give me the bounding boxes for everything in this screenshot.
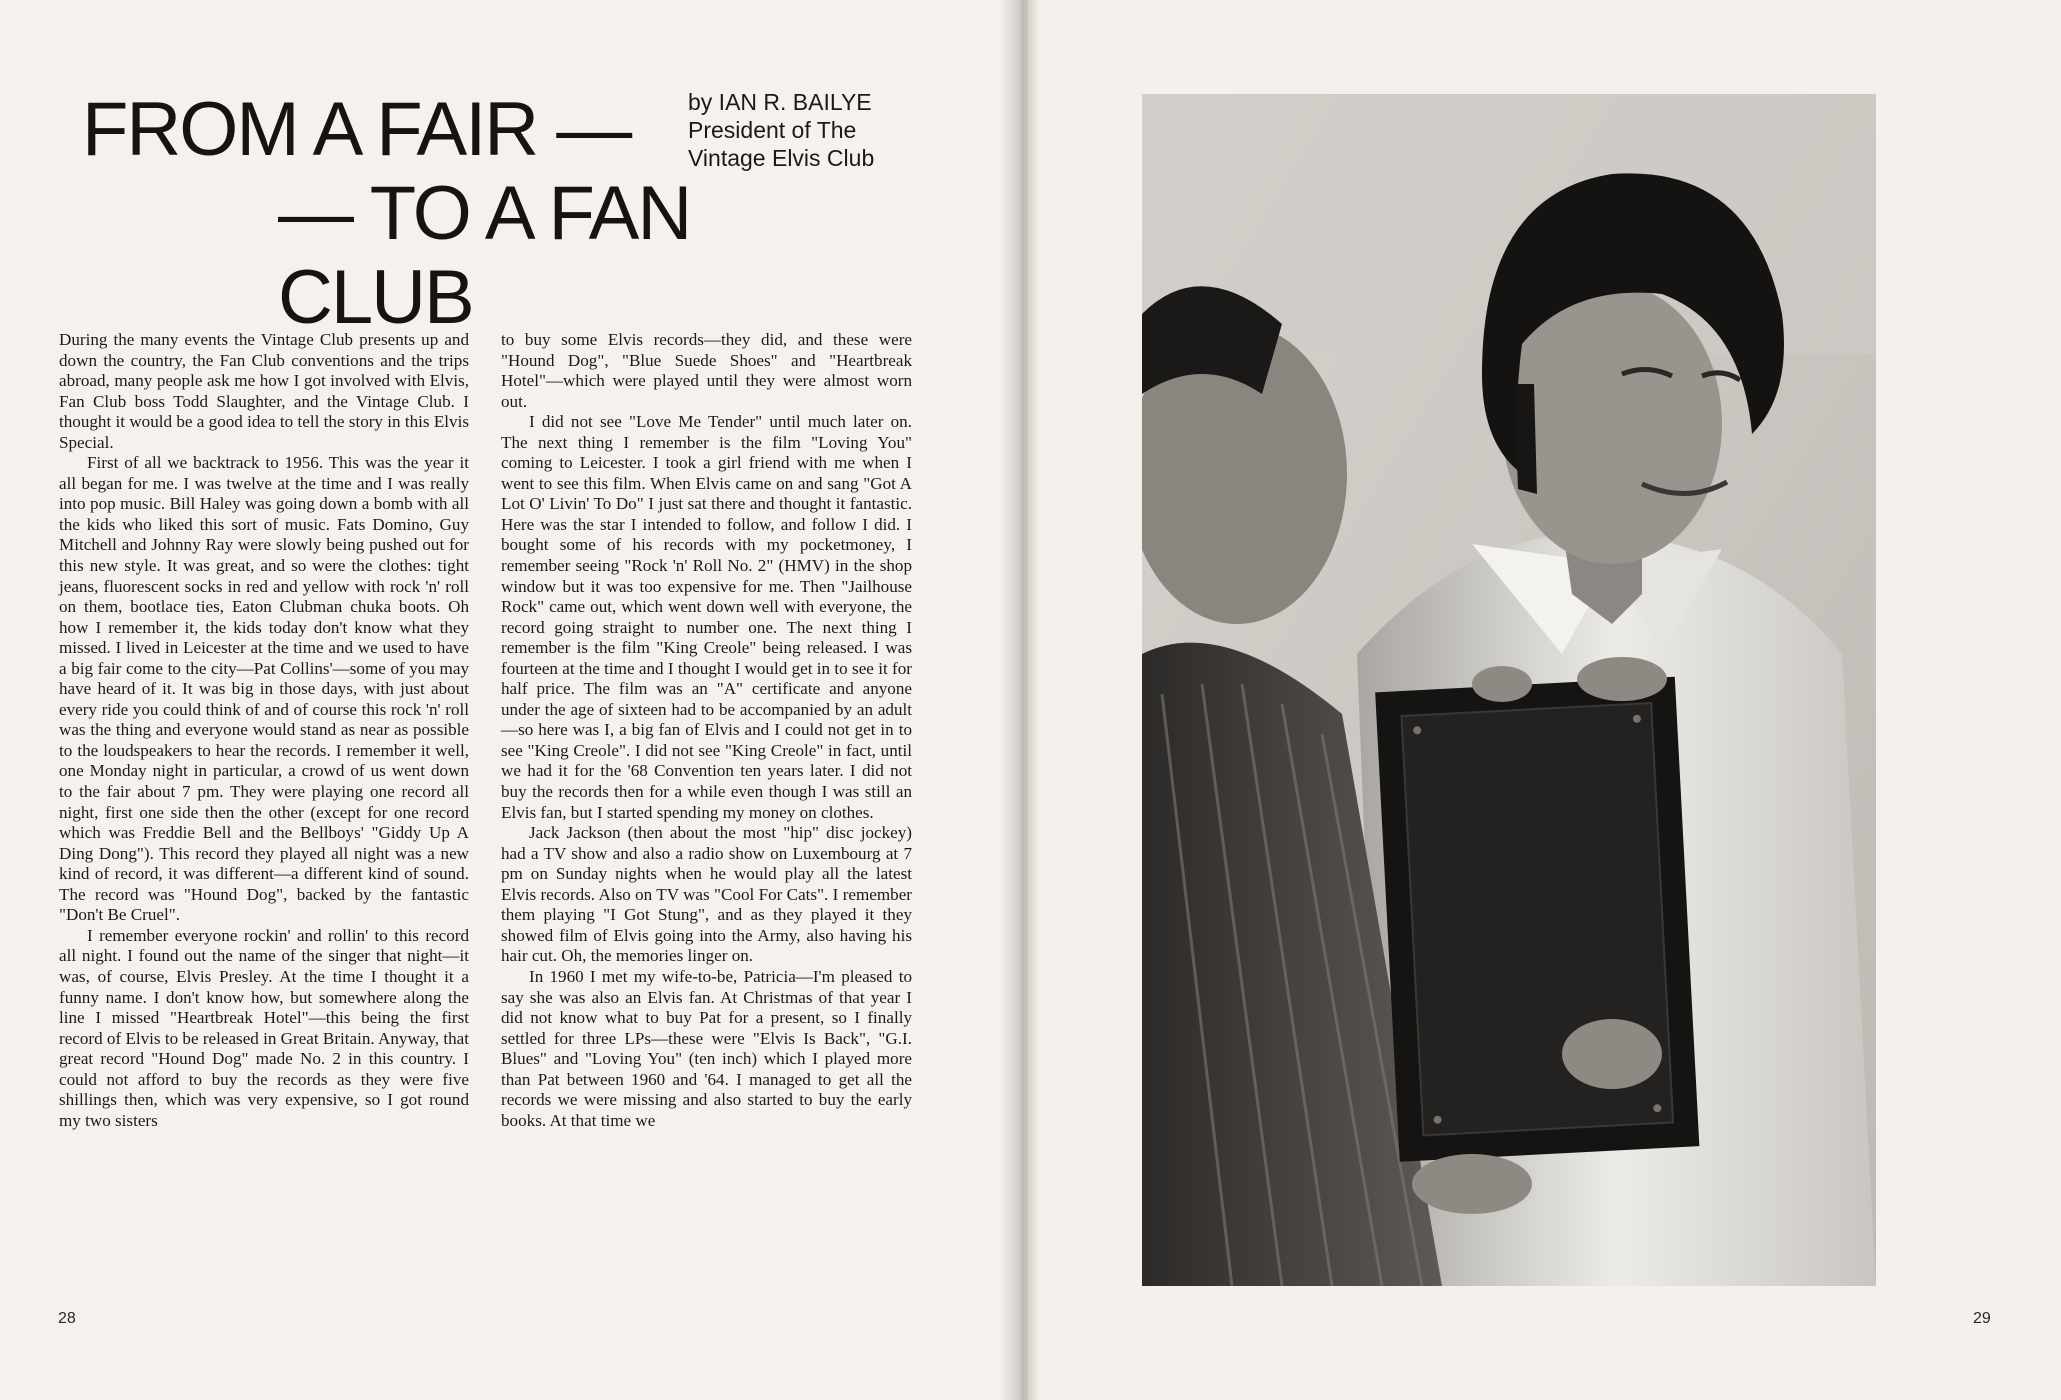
text-column-2 [501,330,912,1131]
photo-plaque-presentation [1142,94,1876,1286]
paragraph: to buy some Elvis records—they did, and these were "Hound Dog", "Blue Suede Shoes" and "Heartbreak Hotel"—which were played until they were almost worn out. [501,330,912,411]
title-line-1: FROM A FAIR — [82,87,631,172]
article-title [82,88,782,340]
title-line-2: — TO A FAN CLUB [278,171,691,340]
paragraph: In 1960 I met my wife-to-be, Patricia—I'm pleased to say she was also an Elvis fan. At Christmas of that year I did not know what to buy Pat for a present, so I finally settled for three LPs—these were "Elvis Is Back", "G.I. Blues" and "Loving You" (ten inch) which I played more than Pat between 1960 and '64. I managed to get all the records we were missing and also started to buy the early books. At that time we [501,966,912,1130]
byline-author: by IAN R. BAILYE [688,89,872,115]
byline-role: President of The [688,117,857,143]
text-column-1 [59,330,469,1131]
page-number-left: 28 [58,1310,76,1327]
paragraph: I did not see "Love Me Tender" until much later on. The next thing I remember is the film "Loving You" coming to Leicester. I took a girl friend with me when I went to see this film. When Elvis came on and sang "Got A Lot O' Livin' To Do" I just sat there and thought it fantastic. Here was the star I intended to follow, and follow I did. I bought some of his records with my pocketmoney, I remember seeing "Rock 'n' Roll No. 2" (HMV) in the shop window but it was too expensive for me. Then "Jailhouse Rock" came out, which went down well with everyone, the record going straight to number one. The next thing I remember is the film "King Creole" being released. I was fourteen at the time and I thought I would get in to see it for half price. The film was an "A" certificate and anyone under the age of sixteen had to be accompanied by an adult—so here was I, a big fan of Elvis and I could not get in to see "King Creole". I did not see "King Creole" in fact, until we had it for the '68 Convention ten years later. I did not buy the records then for a while even though I was still an Elvis fan, but I started spending my money on clothes. [501,412,912,822]
page-number-right: 29 [1973,1310,1991,1327]
paragraph: I remember everyone rockin' and rollin' to this record all night. I found out the name of the singer that night—it was, of course, Elvis Presley. At the time I thought it a funny name. I don't know how, but somewhere along the line I missed "Heartbreak Hotel"—this being the first record of Elvis to be released in Great Britain. Anyway, that great record "Hound Dog" made No. 2 in this country. I could not afford to buy the records as they were five shillings then, which was very expensive, so I got round my two sisters [59,925,469,1130]
byline-club: Vintage Elvis Club [688,145,875,171]
paragraph: First of all we backtrack to 1956. This was the year it all began for me. I was twelve at the time and I was really into pop music. Bill Haley was going down a bomb with all the kids who liked this sort of music. Fats Domino, Guy Mitchell and Johnny Ray were slowly being pushed out for this new style. It was great, and so were the clothes: tight jeans, fluorescent socks in red and yellow with rock 'n' roll on them, bootlace ties, Eaton Clubman chuka boots. Oh how I remember it, the kids today don't know what they missed. I lived in Leicester at the time and we used to have a big fair come to the city—Pat Collins'—some of you may have heard of it. It was big in those days, with just about every ride you could think of and of course this rock 'n' roll was the thing and everyone would stand as near as possible to the loudspeakers to hear the records. I remember it well, one Monday night in particular, a crowd of us went down to the fair about 7 pm. They were playing one record all night, first one side then the other (except for one record which was Freddie Bell and the Bellboys' "Giddy Up A Ding Dong"). This record they played all night was a new kind of record, it was different—a different kind of sound. The record was "Hound Dog", backed by the fantastic "Don't Be Cruel". [59,453,469,925]
paragraph: Jack Jackson (then about the most "hip" disc jockey) had a TV show and also a radio show on Luxembourg at 7 pm on Sunday nights when he would play all the latest Elvis records. Also on TV was "Cool For Cats". I remember them playing "I Got Stung", and as they played it they showed film of Elvis going into the Army, also having his hair cut. Oh, the memories linger on. [501,823,912,966]
left-page [0,0,1022,1400]
paragraph: During the many events the Vintage Club presents up and down the country, the Fan Club conventions and the trips abroad, many people ask me how I got involved with Elvis, Fan Club boss Todd Slaughter, and the Vintage Club. I thought it would be a good idea to tell the story in this Elvis Special. [59,330,469,452]
spine-gutter [1000,0,1040,1400]
byline [688,88,908,172]
